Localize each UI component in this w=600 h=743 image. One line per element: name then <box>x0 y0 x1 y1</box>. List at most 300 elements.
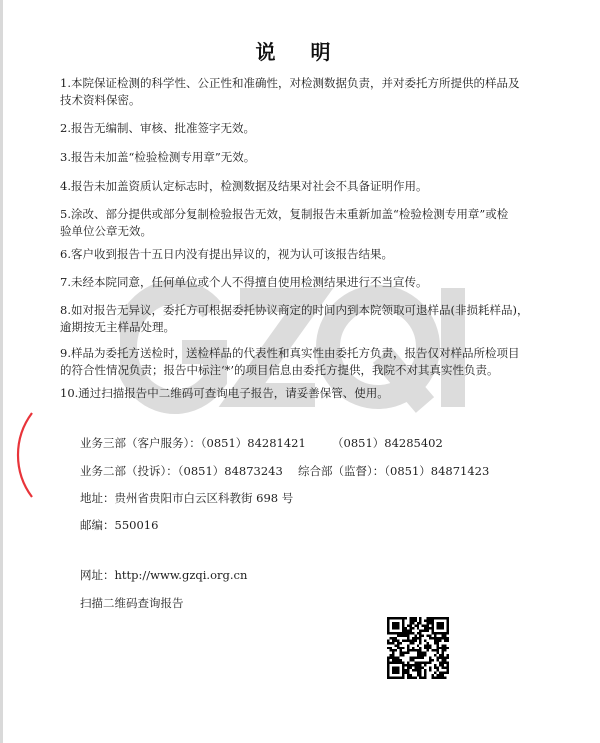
qr-module <box>417 667 419 669</box>
qr-module <box>399 649 401 651</box>
notice-line: 3.报告未加盖“检验检测专用章”无效。 <box>60 150 256 164</box>
qr-module <box>389 654 391 656</box>
qr-module <box>414 667 416 669</box>
qr-module <box>442 654 444 656</box>
qr-module <box>422 624 424 626</box>
qr-module <box>407 624 409 626</box>
qr-module <box>397 627 399 629</box>
qr-module <box>407 662 409 664</box>
qr-module <box>442 664 444 666</box>
qr-module <box>402 634 404 636</box>
qr-module <box>419 619 421 621</box>
qr-module <box>402 632 404 634</box>
qr-module <box>432 619 434 621</box>
qr-module <box>409 667 411 669</box>
qr-module <box>444 649 446 651</box>
qr-module <box>412 664 414 666</box>
qr-module <box>414 662 416 664</box>
qr-module <box>417 632 419 634</box>
qr-module <box>399 642 401 644</box>
qr-module <box>419 669 421 671</box>
qr-module <box>434 639 436 641</box>
qr-module <box>404 617 406 619</box>
qr-module <box>442 637 444 639</box>
qr-module <box>437 669 439 671</box>
qr-module <box>427 619 429 621</box>
qr-module <box>442 652 444 654</box>
qr-module <box>447 624 449 626</box>
qr-module <box>442 672 444 674</box>
qr-module <box>414 657 416 659</box>
qr-module <box>404 664 406 666</box>
qr-module <box>447 632 449 634</box>
qr-module <box>432 617 434 619</box>
qr-module <box>407 647 409 649</box>
qr-module <box>412 659 414 661</box>
notice-item-10 <box>60 385 560 402</box>
qr-module <box>437 639 439 641</box>
notice-item-4 <box>60 178 560 195</box>
qr-module <box>402 669 404 671</box>
qr-module <box>444 644 446 646</box>
qr-module <box>432 632 434 634</box>
dept3-phone: 业务三部（客户服务）：（0851）84281421 <box>80 436 306 450</box>
qr-module <box>417 622 419 624</box>
qr-module <box>387 672 389 674</box>
qr-module <box>397 669 399 671</box>
notice-line: 1.本院保证检测的科学性、公正性和准确性，对检测数据负责，并对委托方所提供的样品及 <box>60 76 520 90</box>
qr-module <box>402 639 404 641</box>
qr-module <box>424 629 426 631</box>
qr-module <box>414 677 416 679</box>
qr-module <box>439 672 441 674</box>
qr-module <box>429 622 431 624</box>
qr-module <box>404 629 406 631</box>
qr-module <box>444 647 446 649</box>
qr-module <box>397 659 399 661</box>
qr-module <box>434 677 436 679</box>
qr-module <box>419 629 421 631</box>
qr-module <box>392 617 394 619</box>
qr-module <box>397 617 399 619</box>
notice-line: 10.通过扫描报告中二维码可查询电子报告，请妥善保管、使用。 <box>60 386 389 400</box>
qr-module <box>389 642 391 644</box>
postcode: 邮编：550016 <box>80 518 159 532</box>
qr-module <box>439 639 441 641</box>
qr-module <box>409 624 411 626</box>
qr-module <box>397 657 399 659</box>
address: 地址：贵州省贵阳市白云区科教街 698 号 <box>80 491 294 505</box>
qr-module <box>419 652 421 654</box>
qr-module <box>419 657 421 659</box>
qr-module <box>419 662 421 664</box>
qr-module <box>442 657 444 659</box>
qr-module <box>387 674 389 676</box>
qr-module <box>429 662 431 664</box>
qr-module <box>394 677 396 679</box>
qr-module <box>439 677 441 679</box>
qr-module <box>402 664 404 666</box>
qr-module <box>409 639 411 641</box>
qr-module <box>437 637 439 639</box>
qr-module <box>417 644 419 646</box>
qr-module <box>394 672 396 674</box>
qr-module <box>432 659 434 661</box>
notice-item-3 <box>60 149 560 166</box>
qr-module <box>437 649 439 651</box>
website-link[interactable]: 网址：http://www.gzqi.org.cn <box>80 568 248 582</box>
qr-module <box>437 657 439 659</box>
qr-module <box>387 617 389 619</box>
qr-module <box>434 632 436 634</box>
qr-module <box>394 659 396 661</box>
qr-module <box>444 659 446 661</box>
qr-module <box>419 632 421 634</box>
qr-module <box>444 657 446 659</box>
qr-module <box>419 674 421 676</box>
notice-item-7 <box>60 274 560 291</box>
qr-module <box>394 624 396 626</box>
qr-module <box>424 662 426 664</box>
qr-module <box>387 659 389 661</box>
dept2-phone: 业务二部（投诉）：（0851）84873243 <box>80 464 283 478</box>
qr-module <box>447 662 449 664</box>
qr-module <box>419 677 421 679</box>
qr-module <box>442 622 444 624</box>
qr-module <box>422 677 424 679</box>
qr-module <box>402 652 404 654</box>
qr-module <box>427 649 429 651</box>
qr-module <box>424 647 426 649</box>
qr-module <box>419 637 421 639</box>
qr-module <box>442 647 444 649</box>
qr-module <box>409 622 411 624</box>
notice-line: 的符合性情况负责；报告中标注‘*’的项目信息由委托方提供，我院不对其真实性负责。 <box>60 362 499 377</box>
qr-module <box>399 654 401 656</box>
qr-module <box>442 662 444 664</box>
qr-module <box>424 652 426 654</box>
qr-module <box>434 654 436 656</box>
qr-module <box>429 669 431 671</box>
qr-module <box>434 617 436 619</box>
qr-module <box>432 637 434 639</box>
qr-module <box>392 657 394 659</box>
qr-module <box>437 624 439 626</box>
qr-module <box>447 664 449 666</box>
qr-module <box>434 642 436 644</box>
qr-module <box>392 654 394 656</box>
qr-module <box>444 662 446 664</box>
qr-module <box>447 647 449 649</box>
qr-module <box>387 664 389 666</box>
qr-module <box>417 669 419 671</box>
qr-module <box>407 637 409 639</box>
qr-module <box>394 667 396 669</box>
qr-module <box>429 657 431 659</box>
qr-module <box>414 624 416 626</box>
qr-module <box>439 627 441 629</box>
qr-module <box>412 632 414 634</box>
qr-module <box>424 674 426 676</box>
qr-module <box>419 617 421 619</box>
qr-module <box>399 634 401 636</box>
qr-module <box>417 662 419 664</box>
qr-module <box>442 674 444 676</box>
qr-module <box>394 669 396 671</box>
qr-module <box>439 662 441 664</box>
qr-module <box>404 672 406 674</box>
qr-module <box>442 632 444 634</box>
qr-module <box>417 657 419 659</box>
qr-module <box>387 677 389 679</box>
qr-module <box>394 644 396 646</box>
qr-module <box>394 639 396 641</box>
qr-module <box>434 637 436 639</box>
qr-module <box>397 634 399 636</box>
qr-module <box>394 617 396 619</box>
qr-module <box>414 619 416 621</box>
qr-module <box>419 649 421 651</box>
qr-module <box>442 634 444 636</box>
qr-module <box>402 667 404 669</box>
qr-module <box>429 634 431 636</box>
qr-module <box>399 652 401 654</box>
qr-module <box>387 647 389 649</box>
qr-module <box>402 654 404 656</box>
qr-module <box>387 629 389 631</box>
qr-module <box>429 659 431 661</box>
qr-module <box>437 647 439 649</box>
qr-caption: 扫描二维码查询报告 <box>80 596 184 610</box>
qr-module <box>442 624 444 626</box>
notice-line: 4.报告未加盖资质认定标志时，检测数据及结果对社会不具备证明作用。 <box>60 179 428 193</box>
qr-module <box>414 617 416 619</box>
qr-module <box>424 639 426 641</box>
qr-module <box>439 637 441 639</box>
qr-module <box>447 669 449 671</box>
qr-module <box>392 652 394 654</box>
qr-module <box>424 654 426 656</box>
qr-module <box>419 667 421 669</box>
qr-module <box>399 632 401 634</box>
qr-module <box>414 649 416 651</box>
qr-module <box>404 669 406 671</box>
qr-module <box>397 677 399 679</box>
qr-module <box>389 657 391 659</box>
qr-module <box>437 622 439 624</box>
qr-module <box>389 662 391 664</box>
notice-line: 2.报告无编制、审核、批准签字无效。 <box>60 121 255 135</box>
qr-module <box>419 672 421 674</box>
qr-module <box>444 637 446 639</box>
qr-module <box>402 674 404 676</box>
notice-line: 6.客户收到报告十五日内没有提出异议的，视为认可该报告结果。 <box>60 247 393 261</box>
qr-module <box>429 647 431 649</box>
qr-module <box>397 644 399 646</box>
qr-module <box>417 664 419 666</box>
notice-line: 8.如对报告无异议，委托方可根据委托协议商定的时间内到本院领取可退样品(非损耗样品)， <box>60 303 529 317</box>
qr-module <box>442 644 444 646</box>
qr-module <box>412 649 414 651</box>
qr-module <box>394 622 396 624</box>
qr-module <box>439 632 441 634</box>
qr-module <box>424 627 426 629</box>
qr-module <box>419 642 421 644</box>
qr-module <box>444 677 446 679</box>
qr-module <box>402 677 404 679</box>
qr-module <box>412 642 414 644</box>
qr-module <box>427 644 429 646</box>
qr-module <box>399 647 401 649</box>
qr-module <box>392 642 394 644</box>
qr-module <box>402 619 404 621</box>
qr-module <box>414 637 416 639</box>
qr-module <box>429 667 431 669</box>
qr-module <box>412 617 414 619</box>
qr-module <box>432 622 434 624</box>
qr-module <box>424 669 426 671</box>
qr-module <box>429 617 431 619</box>
qr-module <box>427 624 429 626</box>
qr-module <box>404 632 406 634</box>
qr-module <box>407 639 409 641</box>
qr-module <box>409 629 411 631</box>
qr-module <box>447 627 449 629</box>
qr-module <box>439 664 441 666</box>
qr-module <box>422 667 424 669</box>
qr-module <box>439 624 441 626</box>
qr-module <box>412 639 414 641</box>
qr-module <box>447 639 449 641</box>
notice-item-2 <box>60 120 560 137</box>
qr-module <box>394 649 396 651</box>
qr-module <box>412 647 414 649</box>
qr-module <box>402 647 404 649</box>
qr-module <box>427 622 429 624</box>
qr-module <box>417 637 419 639</box>
qr-module <box>417 624 419 626</box>
qr-module <box>419 664 421 666</box>
qr-module <box>387 619 389 621</box>
qr-module <box>414 639 416 641</box>
qr-module <box>427 662 429 664</box>
qr-module <box>444 632 446 634</box>
qr-module <box>392 639 394 641</box>
qr-module <box>407 664 409 666</box>
qr-module <box>394 627 396 629</box>
notice-line: 验单位公章无效。 <box>60 223 152 238</box>
qr-module <box>432 627 434 629</box>
qr-module <box>392 667 394 669</box>
qr-module <box>402 624 404 626</box>
qr-module <box>427 642 429 644</box>
qr-module <box>389 637 391 639</box>
qr-module <box>439 647 441 649</box>
page-edge <box>0 0 3 743</box>
qr-module <box>397 667 399 669</box>
qr-module <box>437 632 439 634</box>
qr-module <box>392 672 394 674</box>
qr-module <box>407 667 409 669</box>
qr-module <box>387 627 389 629</box>
qr-code[interactable] <box>387 617 449 679</box>
qr-module <box>437 667 439 669</box>
qr-module <box>402 672 404 674</box>
notice-line: 9.样品为委托方送检时，送检样品的代表性和真实性由委托方负责，报告仅对样品所检项目 <box>60 346 520 360</box>
qr-module <box>392 662 394 664</box>
qr-module <box>409 642 411 644</box>
qr-module <box>387 622 389 624</box>
qr-module <box>437 674 439 676</box>
qr-module <box>447 622 449 624</box>
qr-module <box>412 677 414 679</box>
qr-module <box>394 662 396 664</box>
qr-module <box>399 659 401 661</box>
qr-module <box>432 677 434 679</box>
qr-module <box>414 634 416 636</box>
qr-module <box>409 664 411 666</box>
qr-module <box>407 677 409 679</box>
qr-module <box>434 672 436 674</box>
qr-module <box>444 667 446 669</box>
qr-module <box>404 627 406 629</box>
notice-item-6 <box>60 246 560 263</box>
notice-item-1 <box>60 75 560 108</box>
qr-module <box>447 637 449 639</box>
qr-module <box>387 662 389 664</box>
qr-module <box>402 617 404 619</box>
notice-line: 技术资料保密。 <box>60 92 141 107</box>
qr-module <box>397 662 399 664</box>
qr-module <box>407 629 409 631</box>
qr-module <box>442 667 444 669</box>
qr-module <box>444 639 446 641</box>
qr-module <box>389 617 391 619</box>
qr-module <box>439 654 441 656</box>
qr-module <box>399 677 401 679</box>
qr-module <box>414 664 416 666</box>
qr-module <box>422 657 424 659</box>
qr-module <box>444 617 446 619</box>
qr-module <box>402 662 404 664</box>
qr-module <box>439 622 441 624</box>
qr-module <box>392 627 394 629</box>
qr-module <box>392 677 394 679</box>
qr-module <box>407 674 409 676</box>
general-dept-phone: 综合部（监督）：（0851）84871423 <box>298 464 490 478</box>
qr-module <box>437 659 439 661</box>
page-title: 说 明 <box>255 40 345 64</box>
qr-module <box>419 634 421 636</box>
qr-module <box>422 652 424 654</box>
qr-module <box>434 649 436 651</box>
qr-module <box>447 619 449 621</box>
qr-module <box>422 634 424 636</box>
qr-module <box>417 674 419 676</box>
qr-module <box>397 642 399 644</box>
qr-module <box>429 619 431 621</box>
qr-module <box>424 624 426 626</box>
qr-module <box>409 649 411 651</box>
qr-module <box>424 644 426 646</box>
qr-module <box>404 652 406 654</box>
qr-module <box>412 669 414 671</box>
qr-module <box>409 677 411 679</box>
qr-module <box>412 619 414 621</box>
qr-module <box>387 642 389 644</box>
dept3-phone-2: （0851）84285402 <box>332 436 443 450</box>
qr-module <box>392 637 394 639</box>
